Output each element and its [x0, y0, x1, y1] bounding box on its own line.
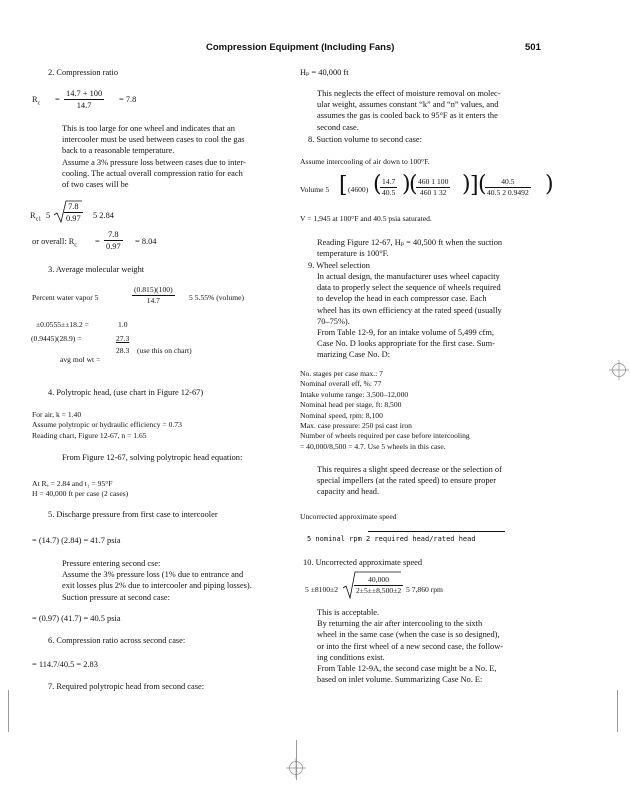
rc1-eq: 5: [46, 211, 51, 220]
rc1-label: $R_{c1}$: [30, 211, 42, 223]
crop-mark-right: [617, 690, 618, 732]
section-5-heading: 5. Discharge pressure from first case to intercooler: [48, 510, 218, 519]
mw-row-2-left: (0.9445)(28.9) =: [31, 334, 82, 343]
paren-f3-icon: (: [478, 172, 487, 197]
page-number: 501: [525, 42, 541, 53]
pressure-second-case-text: Pressure entering second cse: Assume the 3% pressure loss (1% due to entrance and exit losses plus 2% due to intercooler and piping losses). Suction pressure at second case:: [62, 559, 252, 602]
overall-fraction: $\frac{7.8}{0.97}$: [106, 230, 121, 252]
discharge-pressure-eq: = (14.7) (2.84) = 41.7 psia: [32, 536, 121, 545]
requires-paragraph: This requires a slight speed decrease or the selection of special impellers (at the rated speed) to ensure proper capacity and head.: [317, 465, 502, 497]
paren-f3-close-icon: ): [545, 172, 554, 197]
mw-row-2-right: 27.3: [116, 334, 130, 343]
volume-fraction-3: $\frac{40.5}{40.5 2 0.9492}$: [487, 177, 529, 197]
section-7-heading: 7. Required polytropic head from second case:: [48, 682, 205, 691]
water-vapor-label: Percent water vapor 5: [32, 293, 99, 302]
rc1-result: 5 2.84: [93, 211, 114, 220]
paren-f2-icon: (: [409, 172, 418, 197]
formula-overline: [368, 531, 505, 532]
mw-note: (use this on chart): [137, 346, 192, 355]
paren-f1-icon: (: [373, 172, 382, 197]
section-6-heading: 6. Compression ratio across second case:: [48, 636, 186, 645]
bracket-right-icon: ]: [470, 173, 479, 198]
running-header-title: Compression Equipment (Including Fans): [206, 42, 395, 53]
solving-head-text: From Figure 12-67, solving polytropic head equation:: [62, 453, 243, 462]
reading-figure-paragraph: Reading Figure 12-67, Hₚ = 40,500 ft when the suction temperature is 100°F.: [317, 238, 503, 259]
rc-label: $R_c$: [32, 95, 41, 107]
rc-equals: =: [55, 95, 60, 104]
paren-f2-close-icon: ): [462, 172, 471, 197]
water-vapor-result: 5 5.55% (volume): [189, 293, 245, 302]
speed-lhs: 5 ±8100±2: [305, 585, 339, 594]
wheel-selection-paragraph: In actual design, the manufacturer uses wheel capacity data to properly select the sequence of wheels required to develop the head in each compressor case. Each wheel has its own efficiency at the rated speed (usually 70–75%). From Table 12-9, for an intake volume of 5,499 cfm, Case No. D looks appropriate for the first case. Sum- marizing Case No. D:: [317, 272, 502, 360]
volume-result: V = 1,945 at 100°F and 40.5 psia saturated.: [300, 214, 432, 223]
head-result: At Rₐ = 2.84 and t₁ = 95°F H = 40,000 ft per case (2 cases): [32, 479, 129, 499]
volume-label: Volume 5: [300, 185, 330, 194]
suction-pressure-eq: = (0.97) (41.7) = 40.5 psia: [32, 614, 121, 623]
registration-mark-bottom-icon: [286, 758, 306, 778]
volume-fraction-2: $\frac{460 1 100}{460 1 32}$: [418, 177, 449, 197]
section-2-heading: 2. Compression ratio: [48, 68, 119, 77]
uncorrected-speed-formula: 5 nominal rpm 2 required head/rated head: [307, 535, 476, 543]
rc-result: = 7.8: [119, 95, 137, 104]
uncorrected-speed-label: Uncorrected approximate speed: [300, 512, 397, 521]
registration-mark-icon: [609, 360, 629, 380]
rc1-fraction: $\frac{7.8}{0.97}$: [66, 202, 81, 224]
overall-label: or overall: $R_c$: [32, 237, 78, 249]
section-8-heading: 8. Suction volume to second case:: [308, 135, 422, 144]
acceptable-paragraph: This is acceptable. By returning the air after intercooling to the sixth wheel in the same case (when the case is so designed), or into the first wheel of a new second case, the follow- ing conditions exist. From Table 12-9A, the second case might be a No. E, based on inlet volume. Summarizing Case No. E:: [317, 608, 504, 685]
paren-f1-close-icon: ): [402, 172, 411, 197]
polytropic-assumptions: For air, k = 1.40 Assume polytropic or hydraulic efficiency = 0.73 Reading chart, Figure 12-67, n = 1.65: [32, 410, 182, 440]
speed-fraction: $\frac{40,000}{2\pm 5\pm\pm 8,500\pm 2}$: [356, 575, 402, 595]
section-9-heading: 9. Wheel selection: [308, 261, 370, 270]
mw-row-4-left: avg mol wt =: [60, 355, 101, 364]
assume-intercooling: Assume intercooling of air down to 100°F.: [300, 157, 430, 166]
volume-base: (4600): [348, 185, 369, 194]
water-vapor-fraction: $\frac{(0.815)(100)}{14.7}$: [134, 285, 173, 305]
section-3-heading: 3. Average molecular weight: [48, 265, 145, 274]
crop-mark-left: [8, 690, 9, 732]
case-d-summary: No. stages per case max.: 7 Nominal overall eff, %: 77 Intake volume range: 3,500–12,000 Nominal head per stage, ft: 8,500 Nominal speed, rpm: 8,100 Max. case pressure: 250 psi cast iron Number of wheels required per case before intercooling = 40,000/8,500 = 4.7. Use 5 wheels in this case.: [300, 369, 470, 451]
mw-row-1-left: ±0.0555±±18.2 =: [36, 320, 89, 329]
hp-line: Hₚ = 40,000 ft: [300, 68, 349, 77]
section-10-heading: 10. Uncorrected approximate speed: [303, 558, 423, 567]
speed-result: 5 7,860 rpm: [406, 585, 443, 594]
mw-row-1-right: 1.0: [118, 320, 128, 329]
mw-row-3-right: 28.3: [116, 346, 130, 355]
bracket-left-icon: [: [339, 173, 348, 198]
rc-fraction: $\frac{14.7 + 100}{14.7}$: [66, 89, 103, 111]
overall-result: = 8.04: [135, 237, 157, 246]
section-4-heading: 4. Polytropic head, (use chart in Figure 12-67): [48, 388, 204, 397]
paragraph-too-large: This is too large for one wheel and indicates that an intercooler must be used between cases to cool the gas back to a reasonable temperature. Assume a 3% pressure loss between cases due to inter- cooling. The actual overall compression ratio for each of two cases will be: [62, 124, 246, 190]
compression-ratio-second-eq: = 114.7/40.5 = 2.83: [32, 660, 98, 669]
overall-eq: =: [95, 237, 100, 246]
volume-fraction-1: $\frac{14.7}{40.5}$: [382, 177, 396, 197]
neglect-paragraph: This neglects the effect of moisture removal on molec- ular weight, assumes constant “k” and “n” values, and assumes the gas is cooled back to 95°F as it enters the second case.: [317, 89, 501, 132]
